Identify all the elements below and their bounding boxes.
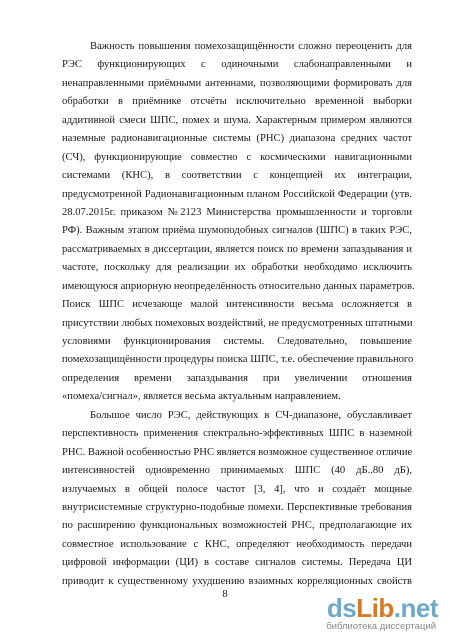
text-line: Важность повышения помехозащищённости сложно переоценить для (90, 41, 412, 52)
text-line: Поиск ШПС исчезающе малой интенсивности весьма осложняется в (62, 299, 412, 311)
text-line: совместное использование с КНС, определяют необходимость передачи (62, 538, 412, 550)
watermark-subtitle: библиотека диссертаций (326, 621, 436, 632)
text-line: частоте, поскольку для реализации их обработки необходимо исключить (62, 262, 412, 274)
logo-lib: Lib (356, 593, 394, 623)
text-line: наземные радионавигационные системы (РНС) диапазона средних частот (62, 133, 412, 145)
text-line: ненаправленными приёмными антеннами, позволяющими формировать для (62, 77, 412, 89)
text-line: 28.07.2015г. приказом №2123 Министерства промышленности и торговли (62, 206, 412, 218)
page-number: 8 (222, 589, 228, 600)
dslib-watermark[interactable] (316, 595, 438, 633)
text-line: по расширению функциональных возможностей РНС, предполагающие их (62, 520, 412, 532)
text-line: присутствии любых помеховых воздействий, не предусмотренных штатными (62, 317, 413, 329)
logo-net: .net (393, 593, 438, 623)
text-line: условиями функционирования системы. Следовательно, повышение (62, 336, 412, 347)
text-line: РФ). Важным этапом приёма шумоподобных сигналов (ШПС) в таких РЭС, (62, 225, 412, 237)
logo-ds: ds (326, 593, 357, 623)
text-line: (СЧ), функционирующие совместно с космическими навигационными (62, 151, 412, 163)
text-line: внутрисистемные структурно-подобные помехи. Перспективные требования (62, 501, 412, 513)
text-line: предусмотренной Радионавигационным планом Российской Федерации (утв. (62, 188, 412, 200)
text-line: приводит к существенному ухудшению взаимных корреляционных свойств (62, 575, 412, 587)
dslib-logo (327, 595, 438, 621)
text-line: рассматриваемых в диссертации, является поиск по времени запаздывания и (62, 243, 412, 255)
text-line: помехозащищённости процедуры поиска ШПС, т.е. обеспечение правильного (62, 354, 414, 366)
text-line: интенсивностей одновременно принимаемых ШПС (40 дБ..80 дБ), (62, 465, 412, 477)
text-line: излучаемых в общей полосе частот [3, 4], что и создаёт мощные (62, 483, 412, 495)
text-line: «помеха/сигнал», является весьма актуальным направлением. (62, 391, 341, 403)
text-line: обработки в приёмнике отсчёты исключительно временной выборки (62, 96, 412, 108)
text-line: Большое число РЭС, действующих в СЧ-диапазоне, обуславливает (90, 409, 412, 421)
text-line: перспективность применения спектрально-эффективных ШПС в наземной (62, 428, 412, 440)
text-line: аддитивной смеси ШПС, помех и шума. Характерным примером являются (62, 114, 412, 126)
text-line: определения времени запаздывания при увеличении отношения (62, 372, 412, 384)
text-line: РНС. Важной особенностью РНС является возможное существенное отличие (62, 446, 413, 458)
body-text (62, 38, 415, 591)
text-line: РЭС функционирующих с одиночными слабонаправленными и (62, 59, 412, 71)
text-line: имеющуюся априорную неопределённость относительно данных параметров. (62, 280, 415, 292)
text-line: системами (КНС), в соответствии с концепцией их интеграции, (62, 170, 412, 182)
text-line: цифровой информации (ЦИ) в составе сигналов системы. Передача ЦИ (62, 557, 412, 569)
